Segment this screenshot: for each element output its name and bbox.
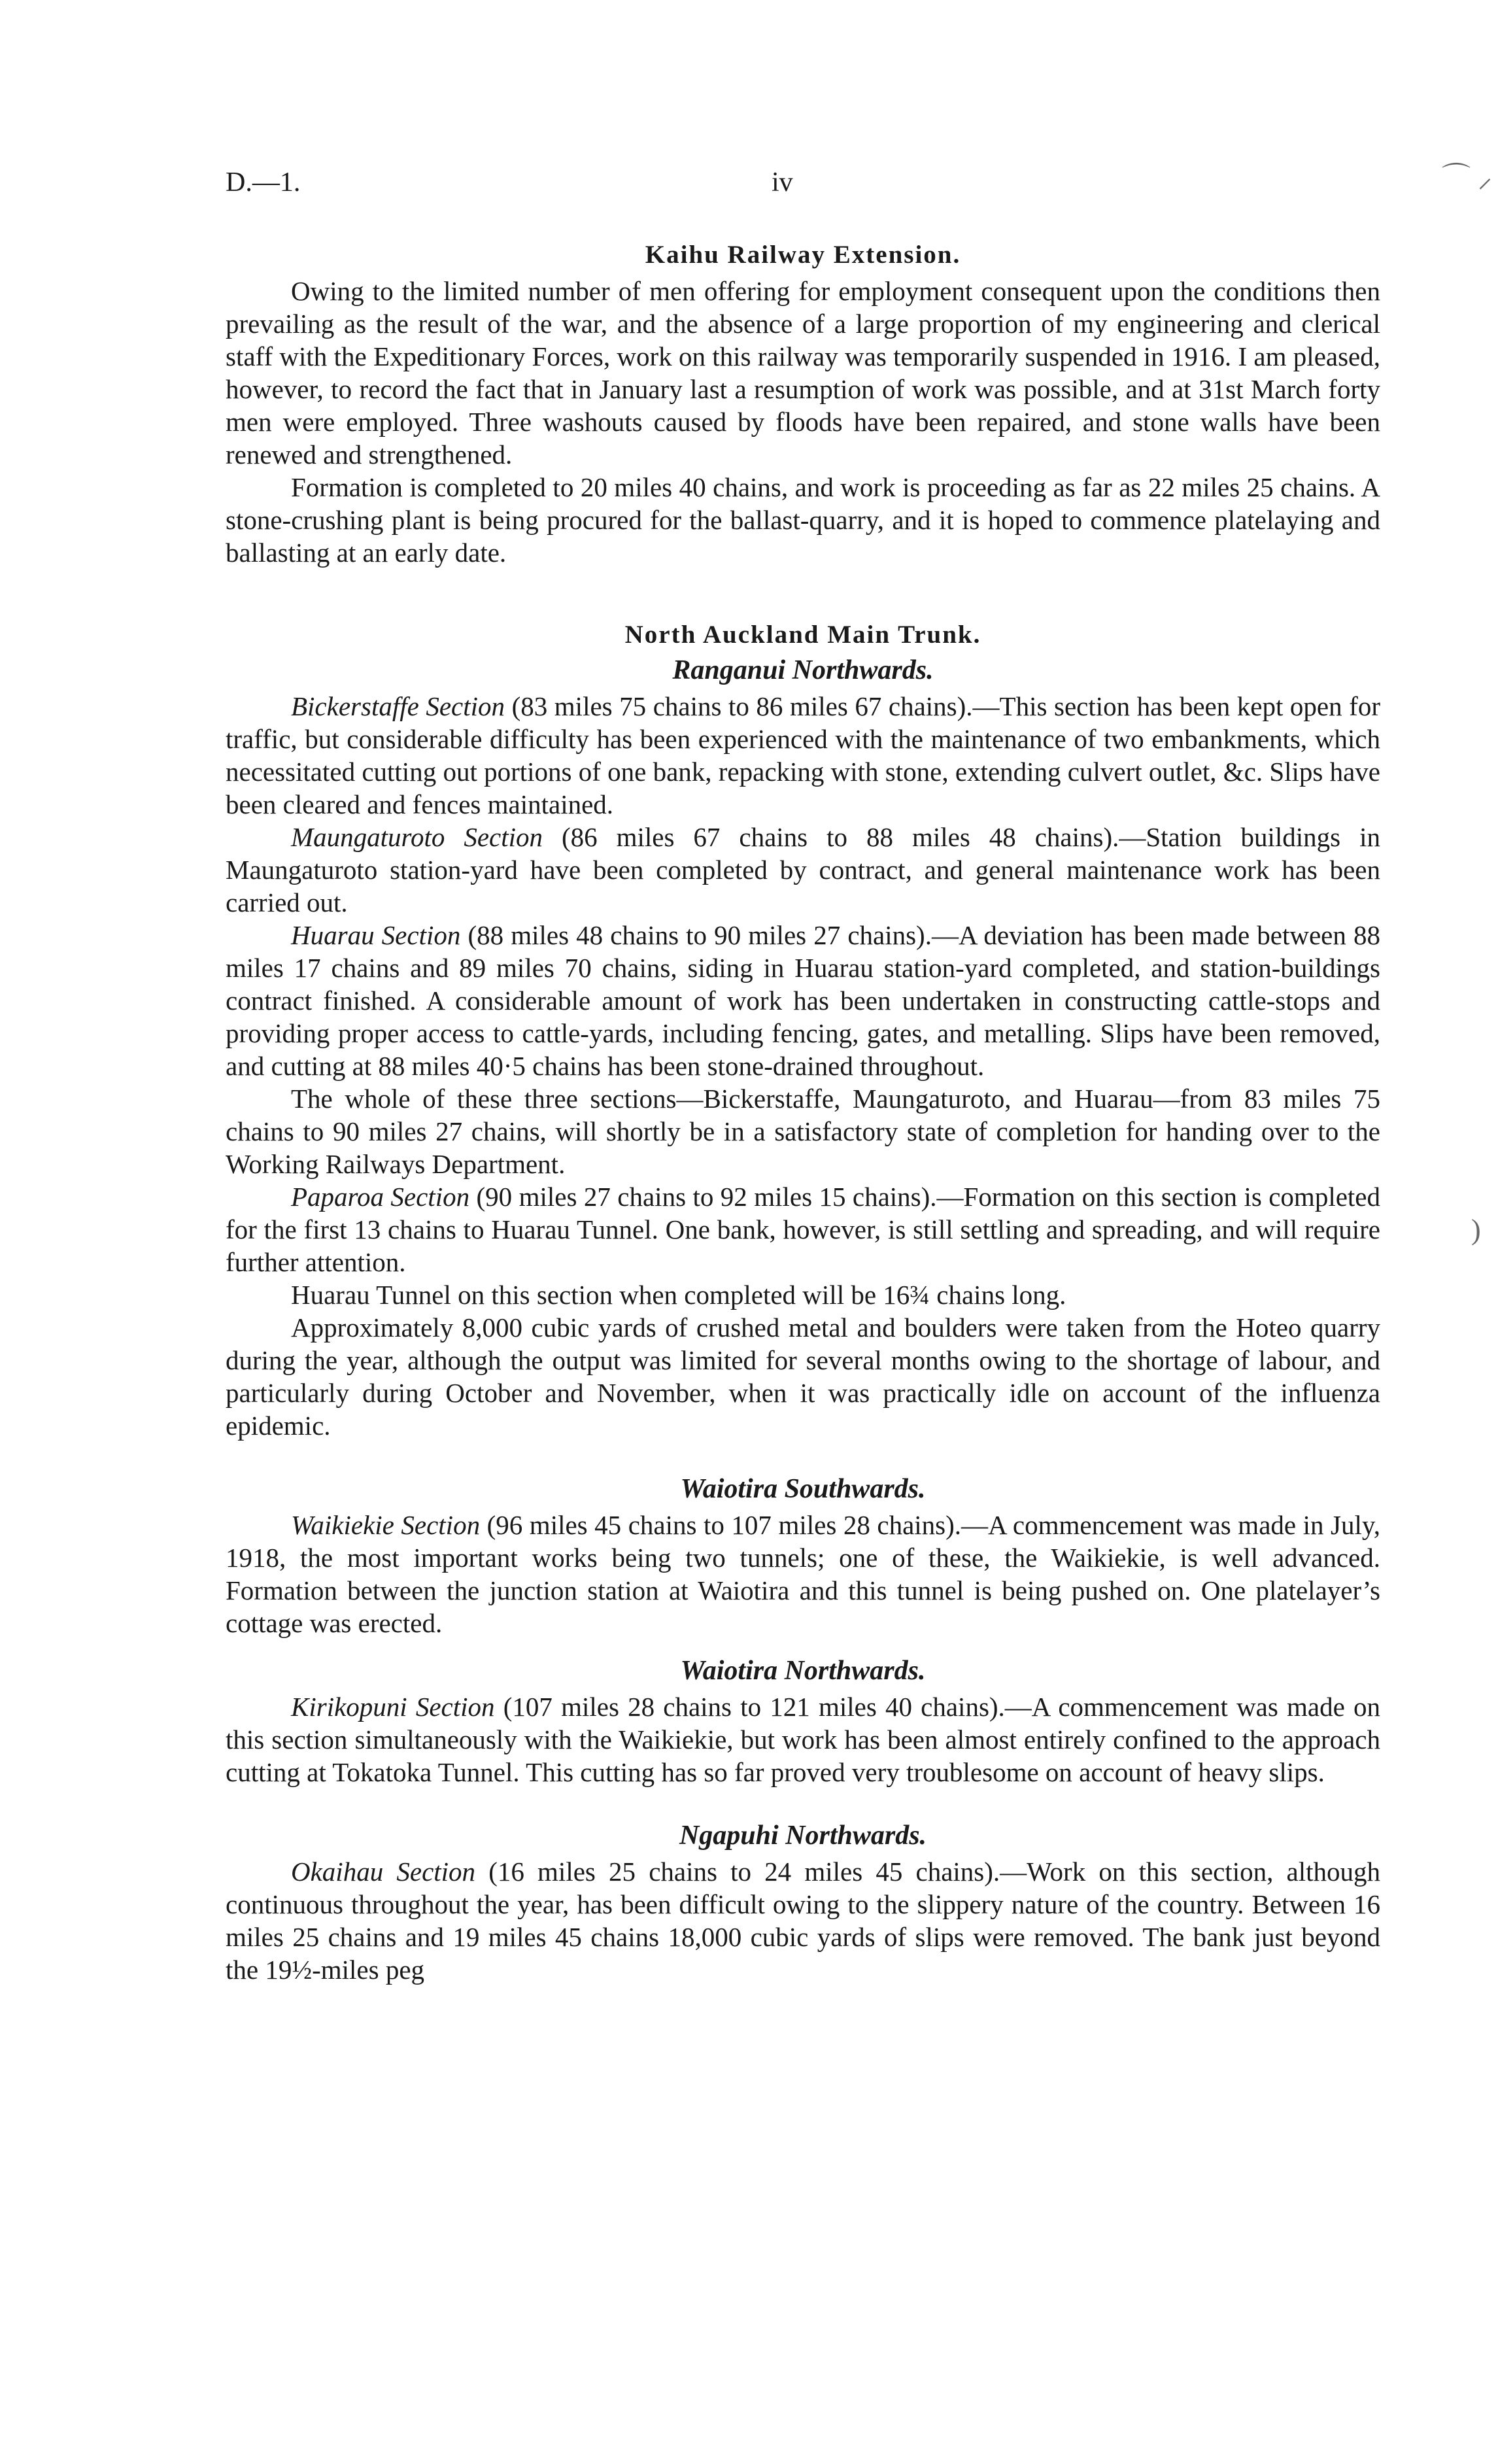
- margin-mark-right-edge: ): [1471, 1214, 1481, 1246]
- document-reference: D.—1.: [226, 167, 301, 197]
- paragraph-okaihau: Okaihau Section (16 miles 25 chains to 24 miles 45 chains).—Work on this section, although continuous throughout the year, has been difficult owing to the slippery nature of the country. Between 16 miles 25 chains and 19 miles 45 chains 18,000 cubic yards of slips were removed. The bank just beyond the 19½-miles peg: [226, 1857, 1380, 1985]
- paragraph-kaihu-1: Owing to the limited number of men offering for employment consequent upon the conditions then prevailing as the result of the war, and the absence of a large proportion of my engineering and clerical staff with the Expeditionary Forces, work on this railway was temporarily suspended in 1916. I am pleased, however, to record the fact that in January last a resumption of work was possible, and at 31st March forty men were employed. Three washouts caused by floods have been repaired, and stone walls have been renewed and strengthened.: [226, 276, 1380, 470]
- paragraph-waikiekie: Waikiekie Section (96 miles 45 chains to 107 miles 28 chains).—A commencement was made in July, 1918, the most important works being two tunnels; one of these, the Waikiekie, is well advanced. Formation between the junction station at Waiotira and this tunnel is being pushed on. One platelayer’s cottage was erected.: [226, 1510, 1380, 1638]
- section-name-maungaturoto: Maungaturoto Section: [291, 822, 543, 852]
- subheading-ranganui: Ranganui Northwards.: [672, 655, 934, 685]
- page-number: iv: [772, 167, 793, 197]
- paragraph-maungaturoto: Maungaturoto Section (86 miles 67 chains to 88 miles 48 chains).—Station buildings in Maungaturoto station-yard have been completed by contract, and general maintenance work has been carried out.: [226, 822, 1380, 917]
- section-title-north-auckland: North Auckland Main Trunk.: [624, 621, 981, 649]
- paragraph-kaihu-2: Formation is completed to 20 miles 40 chains, and work is proceeding as far as 22 miles 25 chains. A stone-crushing plant is being procured for the ballast-quarry, and it is hoped to commence platelaying and ballasting at an early date.: [226, 472, 1380, 568]
- paragraph-paparoa: Paparoa Section (90 miles 27 chains to 92 miles 15 chains).—Formation on this section is completed for the first 13 chains to Huarau Tunnel. One bank, however, is still settling and spreading, and will require further attention.: [226, 1182, 1380, 1277]
- paragraph-kirikopuni: Kirikopuni Section (107 miles 28 chains to 121 miles 40 chains).—A commencement was made on this section simultaneously with the Waikiekie, but work has been almost entirely confined to the approach cutting at Tokatoka Tunnel. This cutting has so far proved very troublesome on account of heavy slips.: [226, 1692, 1380, 1787]
- section-name-paparoa: Paparoa Section: [291, 1182, 470, 1212]
- paragraph-three-sections: The whole of these three sections—Bickerstaffe, Maungaturoto, and Huarau—from 83 miles 75 chains to 90 miles 27 chains, will shortly be in a satisfactory state of completion for handing over to the Working Railways Department.: [226, 1084, 1380, 1179]
- subheading-waiotira-northwards: Waiotira Northwards.: [680, 1656, 926, 1686]
- section-title-kaihu: Kaihu Railway Extension.: [645, 241, 961, 269]
- section-name-kirikopuni: Kirikopuni Section: [291, 1692, 495, 1722]
- subheading-waiotira-southwards: Waiotira Southwards.: [680, 1474, 926, 1504]
- paragraph-hoteo-quarry: Approximately 8,000 cubic yards of crushed metal and boulders were taken from the Hoteo quarry during the year, although the output was limited for several months owing to the shortage of labour, and particularly during October and November, when it was practically idle on account of the influenza epidemic.: [226, 1312, 1380, 1441]
- section-name-bickerstaffe: Bickerstaffe Section: [291, 691, 505, 721]
- paragraph-bickerstaffe: Bickerstaffe Section (83 miles 75 chains to 86 miles 67 chains).—This section has been kept open for traffic, but considerable difficulty has been experienced with the maintenance of two embankments, which necessitated cutting out portions of one bank, repacking with stone, extending culvert outlet, &c. Slips have been cleared and fences maintained.: [226, 691, 1381, 819]
- page-header: [226, 167, 1380, 206]
- section-name-okaihau: Okaihau Section: [291, 1857, 476, 1887]
- section-name-huarau: Huarau Section: [291, 920, 461, 950]
- paragraph-huarau-tunnel: Huarau Tunnel on this section when completed will be 16¾ chains long.: [291, 1280, 1066, 1310]
- section-name-waikiekie: Waikiekie Section: [291, 1510, 481, 1540]
- margin-mark-top-right: ⌒ ⸝: [1442, 162, 1492, 194]
- subheading-ngapuhi-northwards: Ngapuhi Northwards.: [679, 1821, 927, 1851]
- paragraph-huarau: Huarau Section (88 miles 48 chains to 90 miles 27 chains).—A deviation has been made between 88 miles 17 chains and 89 miles 70 chains, siding in Huarau station-yard completed, and station-buildings contract finished. A considerable amount of work has been undertaken in constructing cattle-stops and providing proper access to cattle-yards, including fencing, gates, and metalling. Slips have been removed, and cutting at 88 miles 40·5 chains has been stone-drained throughout.: [226, 920, 1380, 1081]
